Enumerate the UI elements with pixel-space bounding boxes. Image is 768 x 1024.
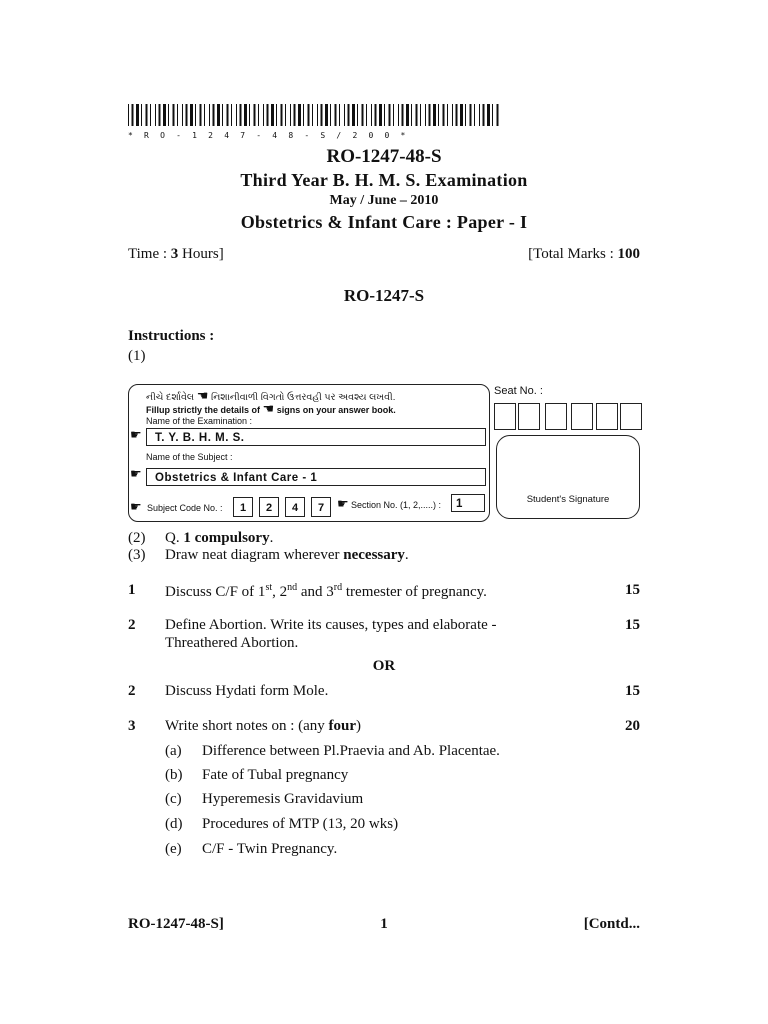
barcode-bar — [321, 104, 323, 126]
barcode-bar — [163, 104, 166, 126]
barcode-bar — [492, 104, 493, 126]
question-marks: 15 — [625, 683, 640, 699]
question-text: Write short notes on : (any four) — [165, 718, 362, 734]
barcode-bar — [402, 104, 404, 126]
barcode-bar — [227, 104, 229, 126]
barcode-bar — [263, 104, 264, 126]
pointing-hand-icon: ☛ — [130, 467, 142, 482]
barcode-bar — [168, 104, 169, 126]
barcode-bar — [443, 104, 445, 126]
subject-code-digit: 4 — [285, 497, 305, 517]
barcode-bar — [344, 104, 345, 126]
continued-label: [Contd... — [583, 916, 640, 932]
instruction-3-text: Draw neat diagram wherever necessary. — [165, 547, 409, 563]
barcode-bar — [132, 104, 134, 126]
barcode-bar — [411, 104, 412, 126]
barcode-bar — [335, 104, 337, 126]
barcode-bar — [200, 104, 202, 126]
barcode-bar — [456, 104, 458, 126]
barcode-bar — [425, 104, 426, 126]
barcode-bar — [308, 104, 310, 126]
barcode-bar — [384, 104, 385, 126]
barcode-bar — [298, 104, 301, 126]
sub-question-text: C/F - Twin Pregnancy. — [202, 841, 338, 857]
barcode-bar — [429, 104, 431, 126]
barcode-bar — [465, 104, 466, 126]
pointing-hand-icon: ☛ — [130, 500, 142, 515]
barcode-bar — [177, 104, 178, 126]
section-number-label: Section No. (1, 2,.....) : — [351, 500, 442, 510]
question-number: 2 — [128, 683, 136, 699]
sub-question-label: (d) — [165, 816, 183, 832]
paper-title: Obstetrics & Infant Care : Paper - I — [240, 212, 528, 232]
barcode-bar — [231, 104, 232, 126]
barcode-bar — [276, 104, 277, 126]
barcode-bar — [362, 104, 364, 126]
pointing-hand-icon: ☛ — [130, 428, 142, 443]
barcode-bar — [303, 104, 304, 126]
subject-name-field: Obstetrics & Infant Care - 1 — [146, 468, 486, 486]
gujarati-instruction: નીચે દર્શાવેલ ☚ નિશાનીવાળી વિગતો ઉત્તરવહી પર અવશ્ય લખવી. — [146, 388, 396, 403]
exam-title: Third Year B. H. M. S. Examination — [240, 170, 528, 190]
barcode-bar — [209, 104, 210, 126]
question-number: 1 — [128, 582, 136, 598]
barcode-bar — [330, 104, 331, 126]
barcode-bar — [379, 104, 382, 126]
sub-question-text: Procedures of MTP (13, 20 wks) — [202, 816, 399, 832]
barcode-bar — [447, 104, 448, 126]
subject-code-digit: 1 — [233, 497, 253, 517]
instruction-2-text: Q. 1 compulsory. — [165, 530, 274, 546]
section-number-field: 1 — [451, 494, 485, 512]
instruction-2-number: (2) — [128, 530, 146, 546]
question-marks: 20 — [625, 718, 640, 734]
exam-session: May / June – 2010 — [329, 193, 439, 208]
barcode-bar — [222, 104, 223, 126]
seat-number-cell — [518, 403, 540, 430]
barcode-bar — [258, 104, 259, 126]
barcode-bar — [195, 104, 196, 126]
barcode-bar — [452, 104, 453, 126]
barcode-bar — [339, 104, 340, 126]
barcode-bar — [371, 104, 372, 126]
sub-question-label: (b) — [165, 767, 183, 783]
seat-number-cell — [545, 403, 567, 430]
sub-question-label: (a) — [165, 743, 182, 759]
barcode-bar — [236, 104, 237, 126]
seat-number-cell — [620, 403, 642, 430]
question-marks: 15 — [625, 617, 640, 633]
barcode-bar — [348, 104, 350, 126]
barcode-bar — [217, 104, 220, 126]
barcode-bar — [294, 104, 296, 126]
barcode-bar — [474, 104, 475, 126]
question-marks: 15 — [625, 582, 640, 598]
barcode-bar — [136, 104, 139, 126]
barcode-bar — [420, 104, 421, 126]
seat-number-cell — [596, 403, 618, 430]
question-text: Discuss C/F of 1st, 2nd and 3rd tremester of pregnancy. — [165, 582, 487, 600]
barcode-bar — [497, 104, 499, 126]
barcode-bar — [141, 104, 142, 126]
sub-question-label: (c) — [165, 791, 182, 807]
instruction-3-number: (3) — [128, 547, 146, 563]
barcode-bar — [285, 104, 286, 126]
sub-question-label: (e) — [165, 841, 182, 857]
pointing-hand-icon: ☚ — [196, 388, 209, 403]
sub-paper-code: RO-1247-S — [343, 286, 425, 305]
seat-number-label: Seat No. : — [494, 385, 543, 397]
barcode-bar — [312, 104, 313, 126]
question-number: 2 — [128, 617, 136, 633]
barcode-bar — [240, 104, 242, 126]
sub-question-text: Difference between Pl.Praevia and Ab. Placentae. — [202, 743, 500, 759]
barcode-bar — [483, 104, 485, 126]
barcode-bar — [173, 104, 175, 126]
subject-code-label: Subject Code No. : — [147, 503, 223, 513]
barcode-bar — [244, 104, 247, 126]
barcode-bar — [470, 104, 472, 126]
barcode-text: * R O - 1 2 4 7 - 4 8 - S / 2 0 0 * — [128, 131, 409, 140]
barcode-bar — [375, 104, 377, 126]
subject-name-label: Name of the Subject : — [146, 452, 233, 462]
question-number: 3 — [128, 718, 136, 734]
footer-code: RO-1247-48-S] — [128, 916, 224, 932]
seat-number-cell — [494, 403, 516, 430]
barcode-bar — [398, 104, 399, 126]
barcode-bar — [204, 104, 205, 126]
barcode-bar — [325, 104, 328, 126]
question-text-line: Define Abortion. Write its causes, types and elaborate - — [165, 617, 497, 633]
subject-code-digit: 7 — [311, 497, 331, 517]
exam-name-field: T. Y. B. H. M. S. — [146, 428, 486, 446]
barcode-bar — [389, 104, 391, 126]
pointing-hand-icon: ☚ — [262, 401, 275, 416]
barcode-bar — [357, 104, 358, 126]
barcode-bar — [393, 104, 394, 126]
barcode-bar — [433, 104, 436, 126]
barcode-bar — [281, 104, 283, 126]
barcode-bar — [249, 104, 250, 126]
exam-name-label: Name of the Examination : — [146, 416, 253, 426]
barcode-bar — [254, 104, 256, 126]
barcode-bar — [406, 104, 409, 126]
barcode-bar — [438, 104, 439, 126]
total-marks: [Total Marks : 100 — [528, 246, 640, 262]
barcode-bar — [487, 104, 490, 126]
barcode-bar — [317, 104, 318, 126]
sub-question-text: Hyperemesis Gravidavium — [202, 791, 364, 807]
barcode-bar — [182, 104, 183, 126]
english-instruction: Fillup strictly the details of ☚ signs on your answer book. — [146, 401, 396, 416]
instructions-heading: Instructions : — [128, 328, 215, 344]
barcode-bars — [128, 104, 500, 126]
barcode-bar — [213, 104, 215, 126]
barcode-bar — [290, 104, 291, 126]
barcode-bar — [479, 104, 480, 126]
barcode-bar — [460, 104, 463, 126]
barcode-bar — [271, 104, 274, 126]
barcode-bar — [366, 104, 367, 126]
signature-label: Student's Signature — [526, 494, 610, 505]
question-text: Discuss Hydati form Mole. — [165, 683, 329, 699]
question-text-line: Threathered Abortion. — [165, 635, 299, 651]
barcode-bar — [159, 104, 161, 126]
barcode-bar — [190, 104, 193, 126]
instruction-1-number: (1) — [128, 348, 146, 364]
barcode-bar — [155, 104, 156, 126]
subject-code-digit: 2 — [259, 497, 279, 517]
or-divider: OR — [372, 658, 396, 674]
seat-number-cell — [571, 403, 593, 430]
page-number: 1 — [380, 916, 388, 932]
barcode — [128, 104, 500, 140]
time-info: Time : 3 Hours] — [128, 246, 224, 262]
pointing-hand-icon: ☛ — [337, 497, 349, 512]
barcode-bar — [416, 104, 418, 126]
barcode-bar — [352, 104, 355, 126]
paper-code: RO-1247-48-S — [326, 146, 442, 167]
sub-question-text: Fate of Tubal pregnancy — [202, 767, 349, 783]
barcode-bar — [267, 104, 269, 126]
barcode-bar — [146, 104, 148, 126]
signature-box — [496, 435, 640, 519]
barcode-bar — [150, 104, 151, 126]
barcode-bar — [186, 104, 188, 126]
barcode-bar — [128, 104, 129, 126]
